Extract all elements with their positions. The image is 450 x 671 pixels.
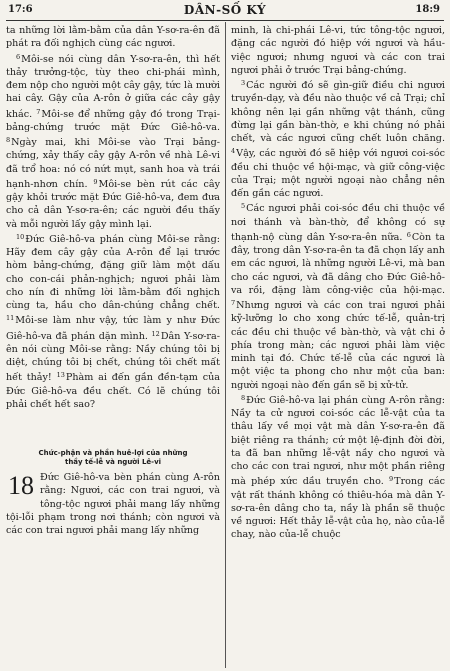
- verse-17-10: $^{10}$Đức Giê-hô-va phán cùng Môi-se rằng: Hãy đem cây gậy của A-rôn để lại trước hòm bảng-chứng, đặng giữ làm một dấu cho con-cái phản-nghịch; ngươi phải làm cho nín đi những lời lằm-bằm đối nghịch cùng ta, hầu cho dân-chúng chẳng chết. $^{11}$Môi-se làm như vậy, tức làm y như Đức Giê-hô-va đã phán dặn mình. $^{12}$Dân Y-sơ-ra-ên nói cùng Môi-se rằng: Nầy chúng tôi bị diệt, chúng tôi bị chết, chúng tôi chết mất hết thảy! $^{13}$Phàm ai đến gần đền-tạm của Đức Giê-hô-va đều chết. Có lẽ chúng tôi phải chết hết sao?: [6, 232, 220, 410]
- verse-18-5: $^5$Các ngươi phải coi-sóc đều chi thuộc về nơi thánh và bàn-thờ, để không có sự thạnh-nộ cùng dân Y-sơ-ra-ên nữa. $^6$Còn ta đây, trong dân Y-sơ-ra-ên ta đã chọn lấy anh em các ngươi, là những người Lê-vi, mà ban cho các ngươi, và đã dâng cho Đức Giê-hô-va rồi, đặng làm công-việc của hội-mạc. $^7$Nhưng ngươi và các con trai ngươi phải kỹ-lưỡng lo cho xong chức tế-lễ, quản-trị các đều chi thuộc về bàn-thờ, và vật chi ở phía trong màn; các ngươi phải làm việc minh tại đó. Chức tế-lễ của các ngươi là một việc ta phong cho như một của ban: người ngoại nào đến gần sẽ bị xử-tử.: [231, 202, 445, 391]
- paragraph: ta những lời lằm-bằm của dân Y-sơ-ra-ên đã phát ra đối nghịch cùng các ngươi.: [6, 25, 220, 50]
- chapter-number: 18: [8, 471, 34, 500]
- verse-18-3: $^3$Các người đó sẽ gìn-giữ điều chi ngươi truyền-dạy, và đều nào thuộc về cả Trại; chỉ không nên lại gần những vật thánh, cũng đừng lại gần bàn-thờ, e khi chúng nó phải chết, và các ngươi cũng chết luôn chăng. $^4$Vậy, các người đó sẽ hiệp với ngươi coi-sóc đều chi thuộc về hội-mạc, và giữ công-việc của Trại; một người ngoại nào chẳng nên đến gần các ngươi.: [231, 79, 445, 199]
- verse-17-6: $^6$Môi-se nói cùng dân Y-sơ-ra-ên, thì hết thảy trưởng-tộc, tùy theo chi-phái mình, đem nộp cho người một cây gậy, tức là mười hai cây. Gậy của A-rôn ở giữa các cây gậy khác. $^7$Môi-se để những gậy đó trong Trại-bảng-chứng trước mặt Đức Giê-hô-va. $^8$Ngày mai, khi Môi-se vào Trại bảng-chứng, xảy thấy cây gậy A-rôn về nhà Lê-vi đã trổ hoa: nó có nứt mụt, sanh hoa và trái hạnh-nhơn chín. $^9$Môi-se bèn rút các cây gậy khỏi trước mặt Đức Giê-hô-va, đem đưa cho cả dân Y-sơ-ra-ên; các người đều thấy và mỗi người lấy gậy mình lại.: [6, 52, 220, 230]
- right-column: [231, 24, 445, 669]
- verse-18-1: Đức Giê-hô-va bèn phán cùng A-rôn rằng: Ngươi, các con trai ngươi, và tông-tộc ngươi phải mang lấy những tội-lỗi phạm trong nơi thánh; còn ngươi và các con trai ngươi phải mang lấy những: [6, 472, 220, 536]
- section-caption: Chức-phận và phần huê-lợi của những thầy tế-lễ và người Lê-vi: [38, 449, 188, 466]
- chapter-verse-start: 17:6: [8, 4, 33, 15]
- book-title: DÂN-SỐ KÝ: [183, 3, 267, 17]
- left-column: [6, 24, 220, 669]
- page-header: [0, 0, 450, 22]
- chapter-verse-end: 18:9: [415, 4, 440, 15]
- verse-18-8: $^8$Đức Giê-hô-va lại phán cùng A-rôn rằng: Nầy ta cử ngươi coi-sóc các lễ-vật của ta thâu lấy về mọi vật mà dân Y-sơ-ra-ên đã biệt riêng ra thánh; cứ một lệ-định đời đời, ta đã ban những lễ-vật nầy cho ngươi và cho các con trai ngươi, như một phần riêng mà phép xức dầu truyền cho. $^9$Trong các vật rất thánh không có thiêu-hóa mà dân Y-sơ-ra-ên dâng cho ta, nầy là phần sẽ thuộc về ngươi: Hết thảy lễ-vật của họ, nào của-lễ chay, nào của-lễ chuộc: [231, 393, 445, 541]
- header-rule: [6, 20, 444, 21]
- paragraph: minh, là chi-phái Lê-vi, tức tông-tộc ngươi, đặng các người đó hiệp với ngươi và hầu-việc ngươi; nhưng ngươi và các con trai ngươi phải ở trước Trại bảng-chứng.: [231, 25, 445, 76]
- column-divider: [225, 22, 226, 668]
- chapter-18-start: [6, 471, 220, 537]
